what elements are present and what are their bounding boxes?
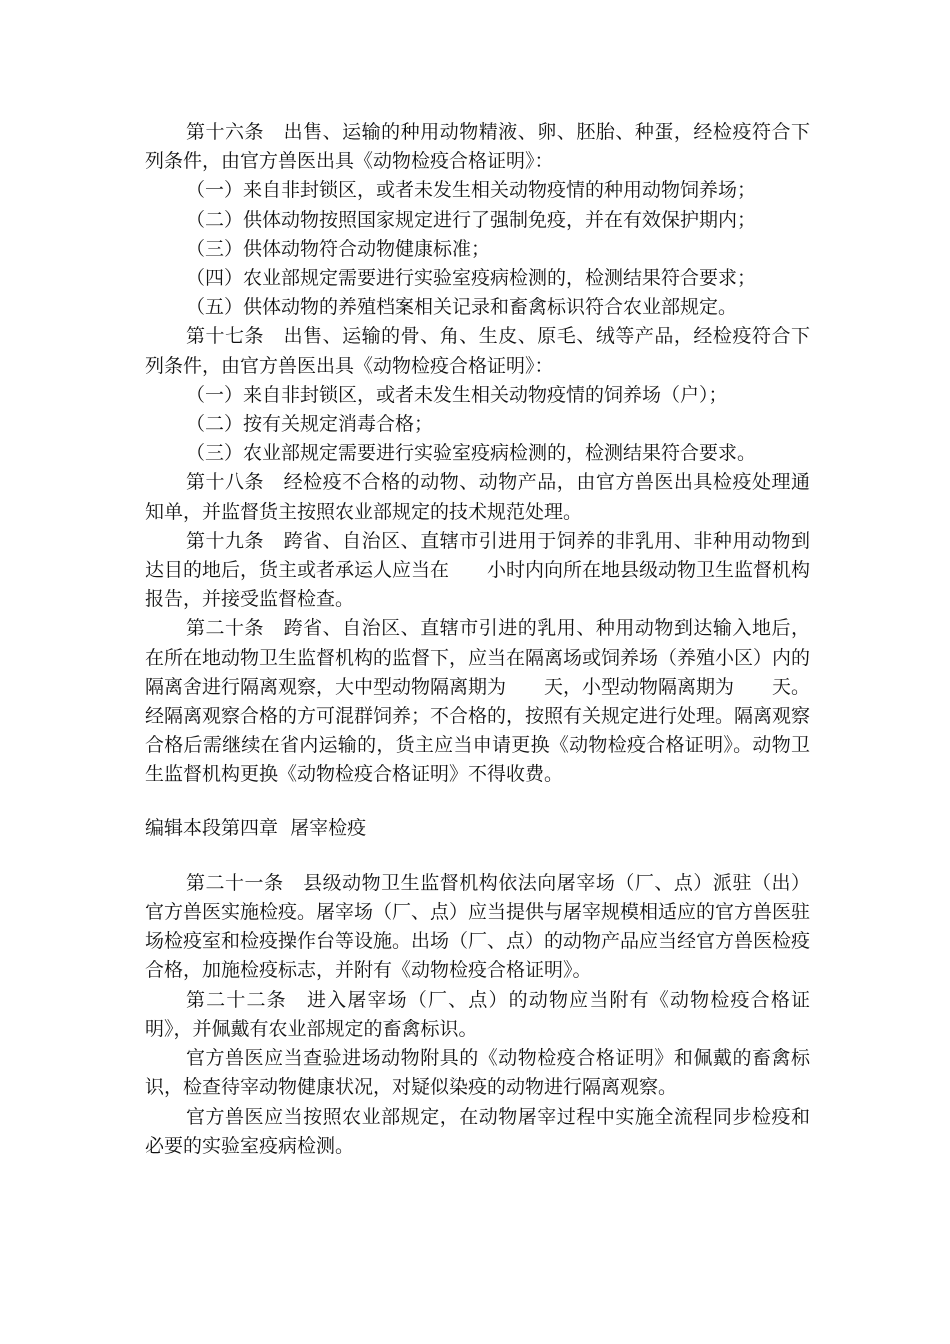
article-16-item-5: （五）供体动物的养殖档案相关记录和畜禽标识符合农业部规定。 bbox=[186, 296, 738, 319]
article-16-item-2: （二）供体动物按照国家规定进行了强制免疫，并在有效保护期内； bbox=[186, 208, 757, 231]
article-16-item-4: （四）农业部规定需要进行实验室疫病检测的，检测结果符合要求； bbox=[186, 267, 757, 290]
article-19: 第十九条 跨省、自治区、直辖市引进用于饲养的非乳用、非种用动物到达目的地后，货主或者承运人应当在 小时内向所在地县级动物卫生监督机构报告，并接受监督检查。 bbox=[145, 529, 811, 611]
article-20: 第二十条 跨省、自治区、直辖市引进的乳用、种用动物到达输入地后，在所在地动物卫生监督机构的监督下，应当在隔离场或饲养场（养殖小区）内的隔离舍进行隔离观察，大中型动物隔离期为 天，小型动物隔离期为 天。经隔离观察合格的方可混群饲养；不合格的，按照有关规定进行处理。隔离观察合格后需继续在省内运输的，货主应当申请更换《动物检疫合格证明》。动物卫生监督机构更换《动物检疫合格证明》不得收费。 bbox=[145, 617, 811, 786]
paragraph-slaughter-process: 官方兽医应当按照农业部规定，在动物屠宰过程中实施全流程同步检疫和必要的实验室疫病检测。 bbox=[145, 1105, 810, 1157]
article-18: 第十八条 经检疫不合格的动物、动物产品，由官方兽医出具检疫处理通知单，并监督货主按照农业部规定的技术规范处理。 bbox=[145, 471, 810, 523]
article-17-item-1: （一）来自非封锁区，或者未发生相关动物疫情的饲养场（户）； bbox=[186, 383, 728, 406]
paragraph-inspection-check: 官方兽医应当查验进场动物附具的《动物检疫合格证明》和佩戴的畜禽标识，检查待宰动物健康状况，对疑似染疫的动物进行隔离观察。 bbox=[145, 1047, 810, 1099]
article-17: 第十七条 出售、运输的骨、角、生皮、原毛、绒等产品，经检疫符合下列条件，由官方兽医出具《动物检疫合格证明》： bbox=[145, 325, 810, 377]
article-16-item-3: （三）供体动物符合动物健康标准； bbox=[186, 237, 491, 260]
article-16: 第十六条 出售、运输的种用动物精液、卵、胚胎、种蛋，经检疫符合下列条件，由官方兽医出具《动物检疫合格证明》： bbox=[145, 121, 810, 173]
article-16-item-1: （一）来自非封锁区，或者未发生相关动物疫情的种用动物饲养场； bbox=[186, 179, 757, 202]
article-21: 第二十一条 县级动物卫生监督机构依法向屠宰场（厂、点）派驻（出）官方兽医实施检疫。屠宰场（厂、点）应当提供与屠宰规模相适应的官方兽医驻场检疫室和检疫操作台等设施。出场（厂、点）的动物产品应当经官方兽医检疫合格，加施检疫标志，并附有《动物检疫合格证明》。 bbox=[145, 871, 811, 982]
article-17-item-3: （三）农业部规定需要进行实验室疫病检测的，检测结果符合要求。 bbox=[186, 442, 757, 465]
chapter-heading: 编辑本段第四章 屠宰检疫 bbox=[145, 816, 367, 839]
article-22: 第二十二条 进入屠宰场（厂、点）的动物应当附有《动物检疫合格证明》，并佩戴有农业部规定的畜禽标识。 bbox=[145, 988, 810, 1040]
document-page bbox=[145, 118, 810, 1161]
article-17-item-2: （二）按有关规定消毒合格； bbox=[186, 413, 434, 436]
